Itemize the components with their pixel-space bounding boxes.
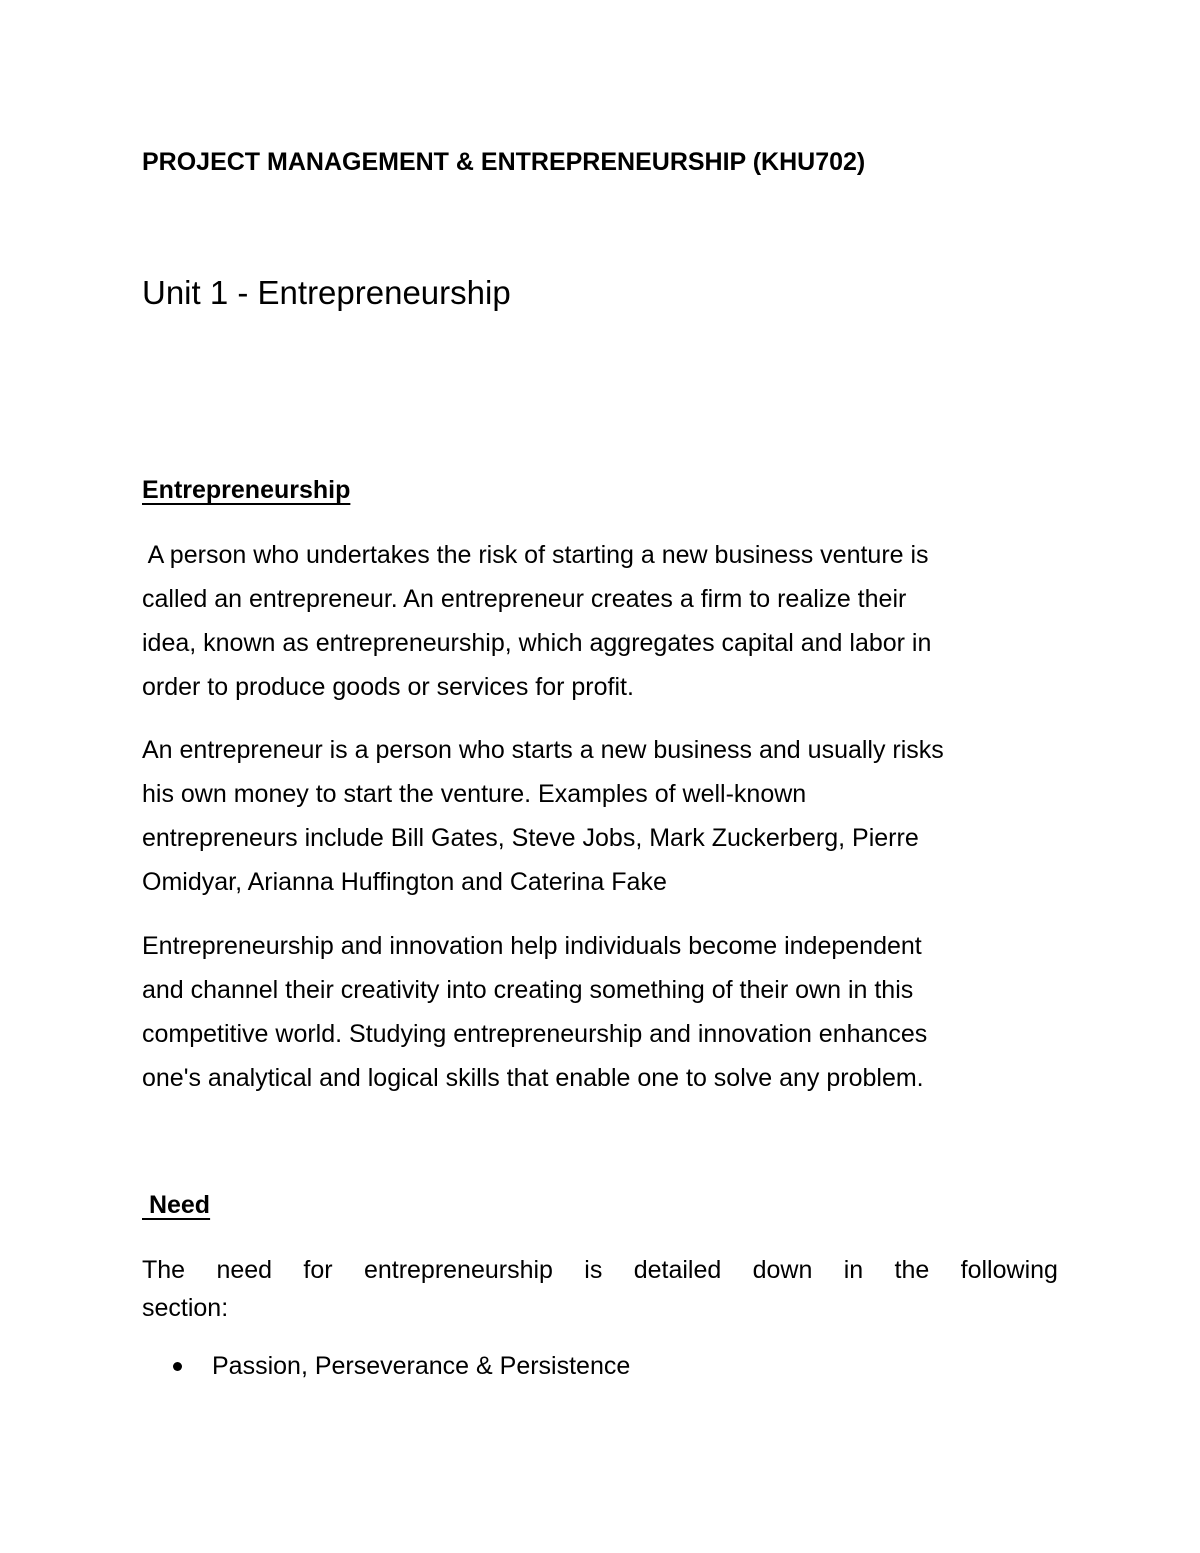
word: for <box>303 1256 333 1284</box>
list-item <box>170 1347 630 1385</box>
paragraph-innovation <box>142 924 1062 1100</box>
paragraph-line: one's analytical and logical skills that enable one to solve any problem. <box>142 1064 924 1092</box>
paragraph-line: entrepreneurs include Bill Gates, Steve Jobs, Mark Zuckerberg, Pierre <box>142 824 919 852</box>
word: need <box>216 1256 273 1284</box>
paragraph-examples <box>142 728 1062 904</box>
paragraph-need-intro <box>142 1251 1058 1327</box>
paragraph-line: A person who undertakes the risk of starting a new business venture is <box>142 541 929 569</box>
word: is <box>584 1256 603 1284</box>
word: detailed <box>633 1256 722 1284</box>
justified-line <box>142 1251 1058 1289</box>
course-title: PROJECT MANAGEMENT & ENTREPRENEURSHIP (KHU702) <box>142 148 866 176</box>
paragraph-line: Omidyar, Arianna Huffington and Caterina Fake <box>142 868 667 896</box>
bullet-icon <box>173 1362 182 1371</box>
word: in <box>843 1256 864 1284</box>
list-item-text: Passion, Perseverance & Persistence <box>212 1352 631 1380</box>
paragraph-line: section: <box>142 1294 229 1322</box>
paragraph-line: competitive world. Studying entrepreneurship and innovation enhances <box>142 1020 928 1048</box>
section-heading-need: Need <box>142 1191 211 1219</box>
unit-title: Unit 1 - Entrepreneurship <box>142 274 511 311</box>
paragraph-definition <box>142 533 1062 709</box>
paragraph-line: order to produce goods or services for profit. <box>142 673 634 701</box>
paragraph-line: and channel their creativity into creating something of their own in this <box>142 976 914 1004</box>
word: down <box>752 1256 813 1284</box>
word: following <box>960 1256 1058 1284</box>
need-bullet-list <box>170 1347 630 1385</box>
paragraph-line: idea, known as entrepreneurship, which aggregates capital and labor in <box>142 629 932 657</box>
word: The <box>142 1256 186 1284</box>
word: entrepreneurship <box>363 1256 553 1284</box>
paragraph-line: called an entrepreneur. An entrepreneur creates a firm to realize their <box>142 585 907 613</box>
paragraph-line: Entrepreneurship and innovation help individuals become independent <box>142 932 922 960</box>
word: the <box>894 1256 930 1284</box>
paragraph-line: his own money to start the venture. Examples of well-known <box>142 780 807 808</box>
section-heading-entrepreneurship: Entrepreneurship <box>142 476 351 504</box>
paragraph-line: An entrepreneur is a person who starts a new business and usually risks <box>142 736 944 764</box>
